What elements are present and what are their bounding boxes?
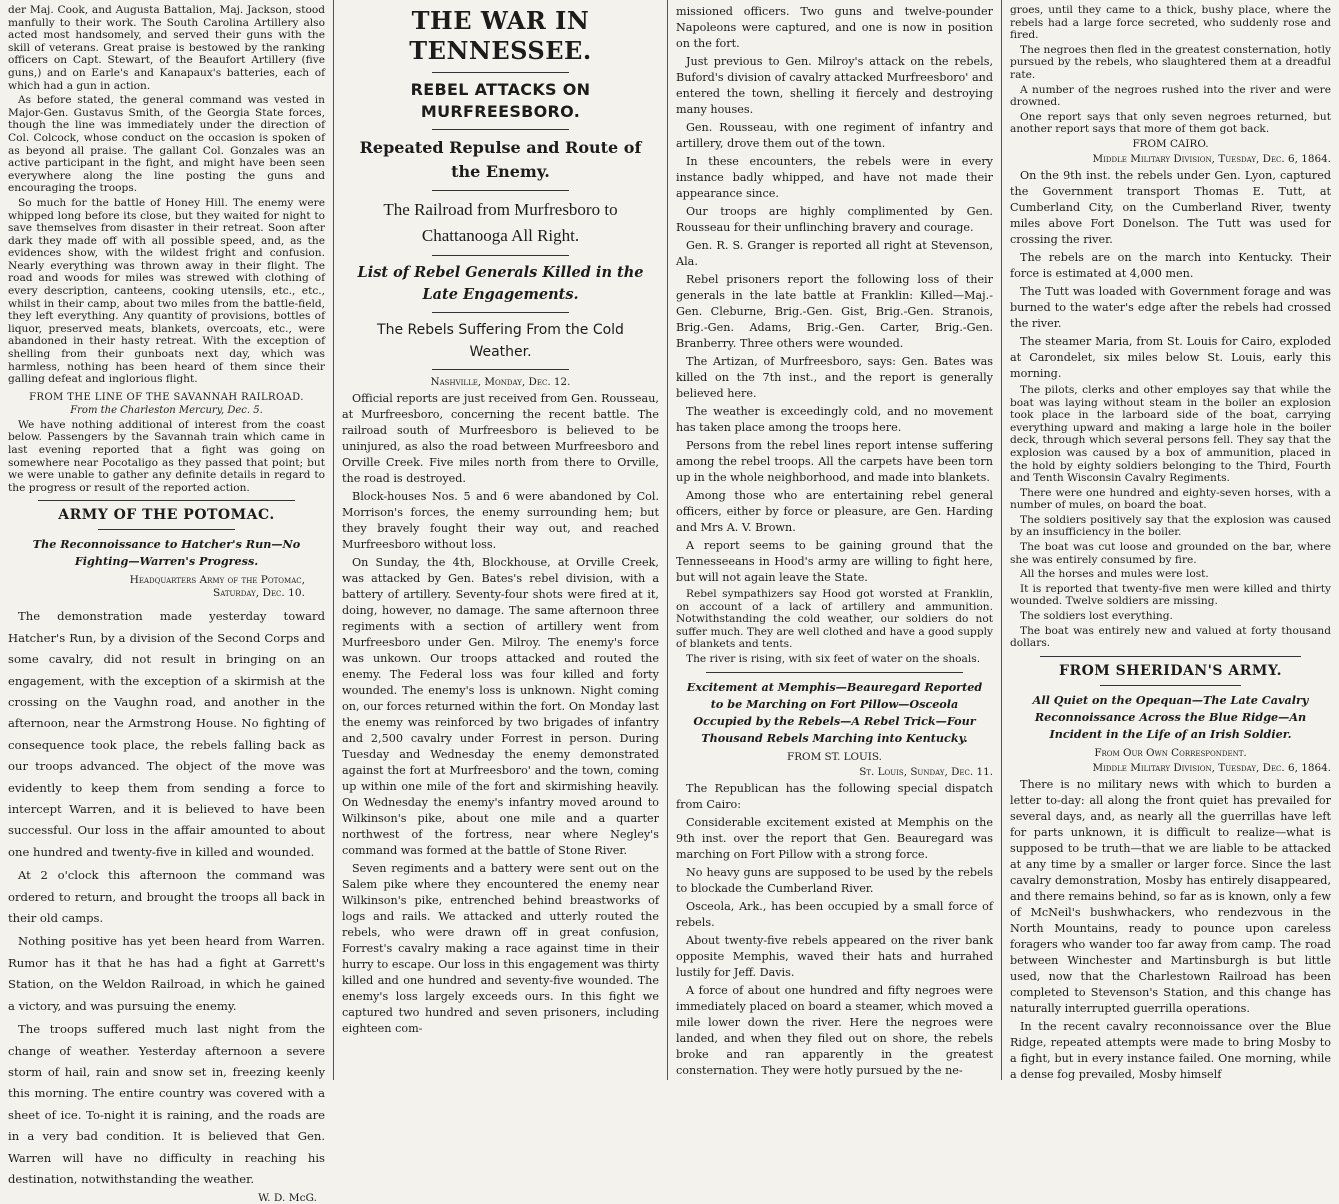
subheading: The Reconnoissance to Hatcher's Run—No Fighting—Warren's Progress. xyxy=(32,537,301,569)
paragraph: The boat was entirely new and valued at forty thousand dollars. xyxy=(1010,624,1331,650)
dateline: Middle Military Division, Tuesday, Dec. 6, 1864. xyxy=(1092,152,1331,165)
paragraph: Osceola, Ark., has been occupied by a small force of rebels. xyxy=(676,899,993,929)
paragraph: In these encounters, the rebels were in every instance badly whipped, and have not made their appearance since. xyxy=(676,155,993,200)
paragraph: Official reports are just received from Gen. Rousseau, at Murfreesboro, concerning the recent battle. The railroad south of Murfreesboro is believed to be uninjured, as also the road between Murfreesboro and Orville Creek. Five miles north from there to Orville, the road is destroyed. xyxy=(342,392,659,485)
paragraph: Seven regiments and a battery were sent out on the Salem pike where they encountered the enemy near Wilkinson's pike, entrenched behind breastworks of logs and rails. We attacked and utterly routed the rebels, who were drawn off in great confusion, Forrest's cavalry making a race against time in their hurry to escape. Our loss in this engagement was thirty killed and one hundred and seventy-five wounded. The enemy's loss largely exceeds ours. In this fight we captured two hundred and seven prisoners, including eighteen com- xyxy=(342,862,659,1035)
paragraph: groes, until they came to a thick, bushy place, where the rebels had a large force secreted, who suddenly rose and fired. xyxy=(1010,4,1331,42)
dateline: Middle Military Division, Tuesday, Dec. 6, 1864. xyxy=(1092,761,1331,774)
divider xyxy=(432,72,569,73)
paragraph: A force of about one hundred and fifty negroes were immediately placed on board a steamer, which moved a mile lower down the river. Here the negroes were landed, and when they filed out on shore, the rebels broke and ran apparently in the greatest consternation. They were hotly pursued by the ne- xyxy=(676,983,993,1077)
correspondent-credit: From Our Own Correspondent. xyxy=(1094,746,1247,759)
divider xyxy=(1040,656,1301,657)
divider xyxy=(706,672,963,673)
dispatch-source: FROM CAIRO. xyxy=(1132,137,1209,150)
paragraph: On the 9th inst. the rebels under Gen. Lyon, captured the Government transport Thomas E. Tutt, at Cumberland City, on the Cumberland River, twenty miles above Fort Donelson. The Tutt was used for crossing the river. xyxy=(1010,168,1331,246)
dateline-date: Saturday, Dec. 10. xyxy=(212,587,305,600)
paragraph: Rebel sympathizers say Hood got worsted at Franklin, on account of a lack of artillery and ammunition. Notwithstanding the cold weather, our soldiers do not suffer much. They are well clothed and have a good supply of blankets and tents. xyxy=(676,588,993,651)
paragraph: There is no military news with which to burden a letter to-day: all along the front quiet has prevailed for several days, and, as nearly all the guerrillas have left for parts unknown, it is difficult to realize—what is supposed to be truth—that we are liable to be attacked at any time by a smaller or larger force. Since the last cavalry demonstration, Mosby has entirely disappeared, and there remains behind, so far as is known, only a few of McNeil's bushwhackers, who rendezvous in the North Mountains, ready to pounce upon careless foragers who wander too far away from camp. The road between Winchester and Martinsburgh is but little used, now that the Charlestown Railroad has been completed to Stevenson's Station, and this change has naturally interrupted guerrilla operations. xyxy=(1010,777,1331,1015)
column-1 xyxy=(0,0,334,1204)
divider xyxy=(432,129,569,130)
paragraph: The soldiers lost everything. xyxy=(1020,610,1173,623)
divider xyxy=(432,312,569,313)
paragraph: Among those who are entertaining rebel general officers, either by force or pleasure, are Gen. Harding and Mrs A. V. Brown. xyxy=(676,489,993,534)
paragraph: The boat was cut loose and grounded on the bar, where she was entirely consumed by fire. xyxy=(1010,541,1331,566)
column-2 xyxy=(334,0,668,1080)
paragraph: The Tutt was loaded with Government forage and was burned to the water's edge after the rebels had crossed the river. xyxy=(1010,284,1331,330)
paragraph: Our troops are highly complimented by Gen. Rousseau for their unflinching bravery and courage. xyxy=(676,205,993,234)
paragraph: The river is rising, with six feet of water on the shoals. xyxy=(686,652,981,665)
subheading: All Quiet on the Opequan—The Late Cavalry Reconnoissance Across the Blue Ridge—An Incident in the Life of an Irish Soldier. xyxy=(1032,692,1309,741)
paragraph: The Republican has the following special dispatch from Cairo: xyxy=(676,781,993,811)
section-heading-sheridan: FROM SHERIDAN'S ARMY. xyxy=(1059,662,1282,679)
dateline: St. Louis, Sunday, Dec. 11. xyxy=(859,765,993,778)
paragraph: No heavy guns are supposed to be used by the rebels to blockade the Cumberland River. xyxy=(676,865,993,895)
paragraph: So much for the battle of Honey Hill. The enemy were whipped long before its close, but they waited for night to save themselves from disaster in their retreat. Soon after dark they made off with all possible speed, and, as the evidences show, with the wildest fright and confusion. Nearly everything was thrown away in their flight. The road and woods for miles was strewed with clothing of every description, canteens, cooking utensils, etc., etc., whilst in their camp, about two miles from the battle-field, they left everything. Any quantity of provisions, bottles of liquor, preserved meats, blankets, overcoats, etc., were abandoned in their hasty retreat. With the exception of shelling from their gunboats next day, which was harmless, nothing has been heard of them since their galling defeat and inglorious flight. xyxy=(8,196,325,386)
paragraph: The pilots, clerks and other employes say that while the boat was laying without steam in the boiler an explosion took place in the larboard side of the boat, carrying everything upward and making a large hole in the boiler deck, through which several persons fell. They say that the explosion was caused by a box of ammunition, placed in the hold by eighty soldiers belonging to the Third, Fourth and Tenth Wisconsin Cavalry Regiments. xyxy=(1010,383,1331,485)
divider xyxy=(38,500,295,501)
headline-3: Repeated Repulse and Route of the Enemy. xyxy=(359,138,642,181)
paragraph: As before stated, the general command was vested in Major-Gen. Gustavus Smith, of the Georgia State forces, though the line was immediately under the direction of Col. Colcock, whose conduct on the occasion is spoken of as beyond all praise. The gallant Col. Gonzales was an active participant in the fight, and might have been seen everywhere along the line posting the guns and encouraging the troops. xyxy=(8,94,325,195)
headline-5: List of Rebel Generals Killed in the Late Engagements. xyxy=(357,264,644,303)
column-3 xyxy=(668,0,1002,1080)
paragraph: The demonstration made yesterday toward Hatcher's Run, by a division of the Second Corps and some cavalry, did not result in bringing on an engagement, with the exception of a skirmish at the crossing on the Vaughn road, and another in the afternoon, near the Armstrong House. No fighting of consequence took place, the rebels falling back as our troops advanced. The object of the move was evidently to keep them from sending a force to intercept Warren, and it is believed to have been successful. Our loss in the affair amounted to about one hundred and twenty-five in killed and wounded. xyxy=(8,609,325,859)
headline-2: REBEL ATTACKS ON MURFREESBORO. xyxy=(410,80,591,121)
dispatch-source: FROM ST. LOUIS. xyxy=(787,750,882,763)
dateline: Nashville, Monday, Dec. 12. xyxy=(430,376,571,388)
headline-4: The Railroad from Murfresboro to Chattanooga All Right. xyxy=(383,200,618,245)
dispatch-credit: From the Charleston Mercury, Dec. 5. xyxy=(70,404,263,416)
paragraph: The Artizan, of Murfreesboro, says: Gen. Bates was killed on the 7th inst., and the report is generally believed here. xyxy=(676,355,993,400)
paragraph: The negroes then fled in the greatest consternation, hotly pursued by the rebels, who slaughtered them at a dreadful rate. xyxy=(1010,43,1331,81)
dateline-place: Headquarters Army of the Potomac, xyxy=(129,574,305,587)
paragraph: Rebel prisoners report the following loss of their generals in the late battle at Franklin: Killed—Maj.-Gen. Cleburne, Brig.-Gen. Gist, Brig.-Gen. Stranois, Brig.-Gen. Adams, Brig.-Gen. Carter, Brig.-Gen. Branberry. Three others were wounded. xyxy=(676,273,993,350)
paragraph: Considerable excitement existed at Memphis on the 9th inst. over the report that Gen. Beauregard was marching on Fort Pillow with a strong force. xyxy=(676,815,993,861)
paragraph: A number of the negroes rushed into the river and were drowned. xyxy=(1010,83,1331,109)
paragraph: The weather is exceedingly cold, and no movement has taken place among the troops here. xyxy=(676,405,993,434)
column-4 xyxy=(1002,0,1339,1080)
paragraph: About twenty-five rebels appeared on the river bank opposite Memphis, waved their hats and hurrahed lustily for Jeff. Davis. xyxy=(676,933,993,979)
paragraph: Block-houses Nos. 5 and 6 were abandoned by Col. Morrison's forces, the enemy surrounding hem; but they bravely fought their way out, and reached Murfreesboro without loss. xyxy=(342,490,659,551)
paragraph: Just previous to Gen. Milroy's attack on the rebels, Buford's division of cavalry attacked Murfreesboro' and entered the town, shelling it fiercely and destroying many houses. xyxy=(676,55,993,116)
paragraph: The steamer Maria, from St. Louis for Cairo, exploded at Carondelet, six miles below St. Louis, early this morning. xyxy=(1010,334,1331,380)
paragraph: Nothing positive has yet been heard from Warren. Rumor has it that he has had a fight at Garrett's Station, on the Weldon Railroad, in which he gained a victory, and was pursuing the enemy. xyxy=(8,934,325,1013)
divider xyxy=(98,529,235,530)
divider xyxy=(432,369,569,370)
paragraph: Persons from the rebel lines report intense suffering among the rebel troops. All the carpets have been torn up in the whole neighborhood, and made into blankets. xyxy=(676,439,993,484)
dateline xyxy=(8,574,305,600)
paragraph: One report says that only seven negroes returned, but another report says that more of them got back. xyxy=(1010,110,1331,136)
divider xyxy=(1100,685,1241,686)
paragraph: A report seems to be gaining ground that the Tennesseeans in Hood's army are willing to fight here, but will not again leave the State. xyxy=(676,539,993,584)
paragraph: The rebels are on the march into Kentucky. Their force is estimated at 4,000 men. xyxy=(1010,250,1331,280)
paragraph: The troops suffered much last night from the change of weather. Yesterday afternoon a severe storm of hail, rain and snow set in, freezing keenly this morning. The entire country was covered with a sheet of ice. To-night it is raining, and the roads are in a very bad condition. It is believed that Gen. Warren will have no difficulty in reaching his destination, notwithstanding the weather. xyxy=(8,1022,325,1186)
paragraph: We have nothing additional of interest from the coast below. Passengers by the Savannah train which came in last evening reported that a fight was going on somewhere near Pocotaligo as they passed that point; but we were unable to gather any definite details in regard to the progress or result of the reported action. xyxy=(8,418,325,494)
paragraph: On Sunday, the 4th, Blockhouse, at Orville Creek, was attacked by Gen. Bates's rebel division, with a battery of artillery. Seventy-four shots were fired at it, doing, however, no damage. The same afternoon three regiments with a section of artillery went from Murfreesboro under Gen. Milroy. The enemy's force was unkown. Our troops attacked and routed the enemy. The Federal loss was four killed and forty wounded. The enemy's loss is unknown. Night coming on, our forces returned within the fort. On Monday last the enemy was reinforced by two brigades of infantry and 2,500 cavalry under Forrest in person. During Tuesday and Wednesday the enemy demonstrated against the fort at Murfreesboro' and the town, coming up within one mile of the fort and skirmishing heavily. On Wednesday the enemy's infantry moved around to Wilkinson's pike, about one mile and a quarter northwest of the fortress, near where Negley's command was formed at the battle of Stone River. xyxy=(342,556,659,857)
dispatch-source: FROM THE LINE OF THE SAVANNAH RAILROAD. xyxy=(29,391,304,403)
subheading: Excitement at Memphis—Beauregard Reported to be Marching on Fort Pillow—Osceola Occupied by the Rebels—A Rebel Trick—Four Thousand Rebels Marching into Kentucky. xyxy=(686,679,983,745)
paragraph: It is reported that twenty-five men were killed and thirty wounded. Twelve soldiers are missing. xyxy=(1010,582,1331,608)
paragraph: Gen. Rousseau, with one regiment of infantry and artillery, drove them out of the town. xyxy=(676,121,993,150)
paragraph: der Maj. Cook, and Augusta Battalion, Maj. Jackson, stood manfully to their work. The South Carolina Artillery also acted most handsomely, and served their guns with the skill of veterans. Great praise is bestowed by the ranking officers on Capt. Stewart, of the Beaufort Artillery (five guns,) and on Earle's and Kanapaux's batteries, each of which had a gun in action. xyxy=(8,4,325,92)
paragraph: In the recent cavalry reconnoissance over the Blue Ridge, repeated attempts were made to bring Mosby to a fight, but in every instance failed. One morning, while a dense fog prevailed, Mosby himself xyxy=(1010,1019,1331,1081)
paragraph: At 2 o'clock this afternoon the command was ordered to return, and brought the troops all back in their old camps. xyxy=(8,868,325,926)
paragraph: The soldiers positively say that the explosion was caused by an insufficiency in the boiler. xyxy=(1010,513,1331,539)
paragraph: All the horses and mules were lost. xyxy=(1020,568,1209,581)
paragraph: Gen. R. S. Granger is reported all right at Stevenson, Ala. xyxy=(676,239,993,268)
divider xyxy=(432,255,569,256)
section-heading-potomac: ARMY OF THE POTOMAC. xyxy=(58,507,275,524)
signature: W. D. McG. xyxy=(258,1192,317,1204)
headline-6: The Rebels Suffering From the Cold Weather. xyxy=(377,322,624,360)
headline-main: THE WAR IN TENNESSEE. xyxy=(409,6,592,65)
divider xyxy=(432,190,569,191)
paragraph: There were one hundred and eighty-seven horses, with a number of mules, on board the boat. xyxy=(1010,486,1331,512)
paragraph: missioned officers. Two guns and twelve-pounder Napoleons were captured, and one is now in position on the fort. xyxy=(676,5,993,50)
